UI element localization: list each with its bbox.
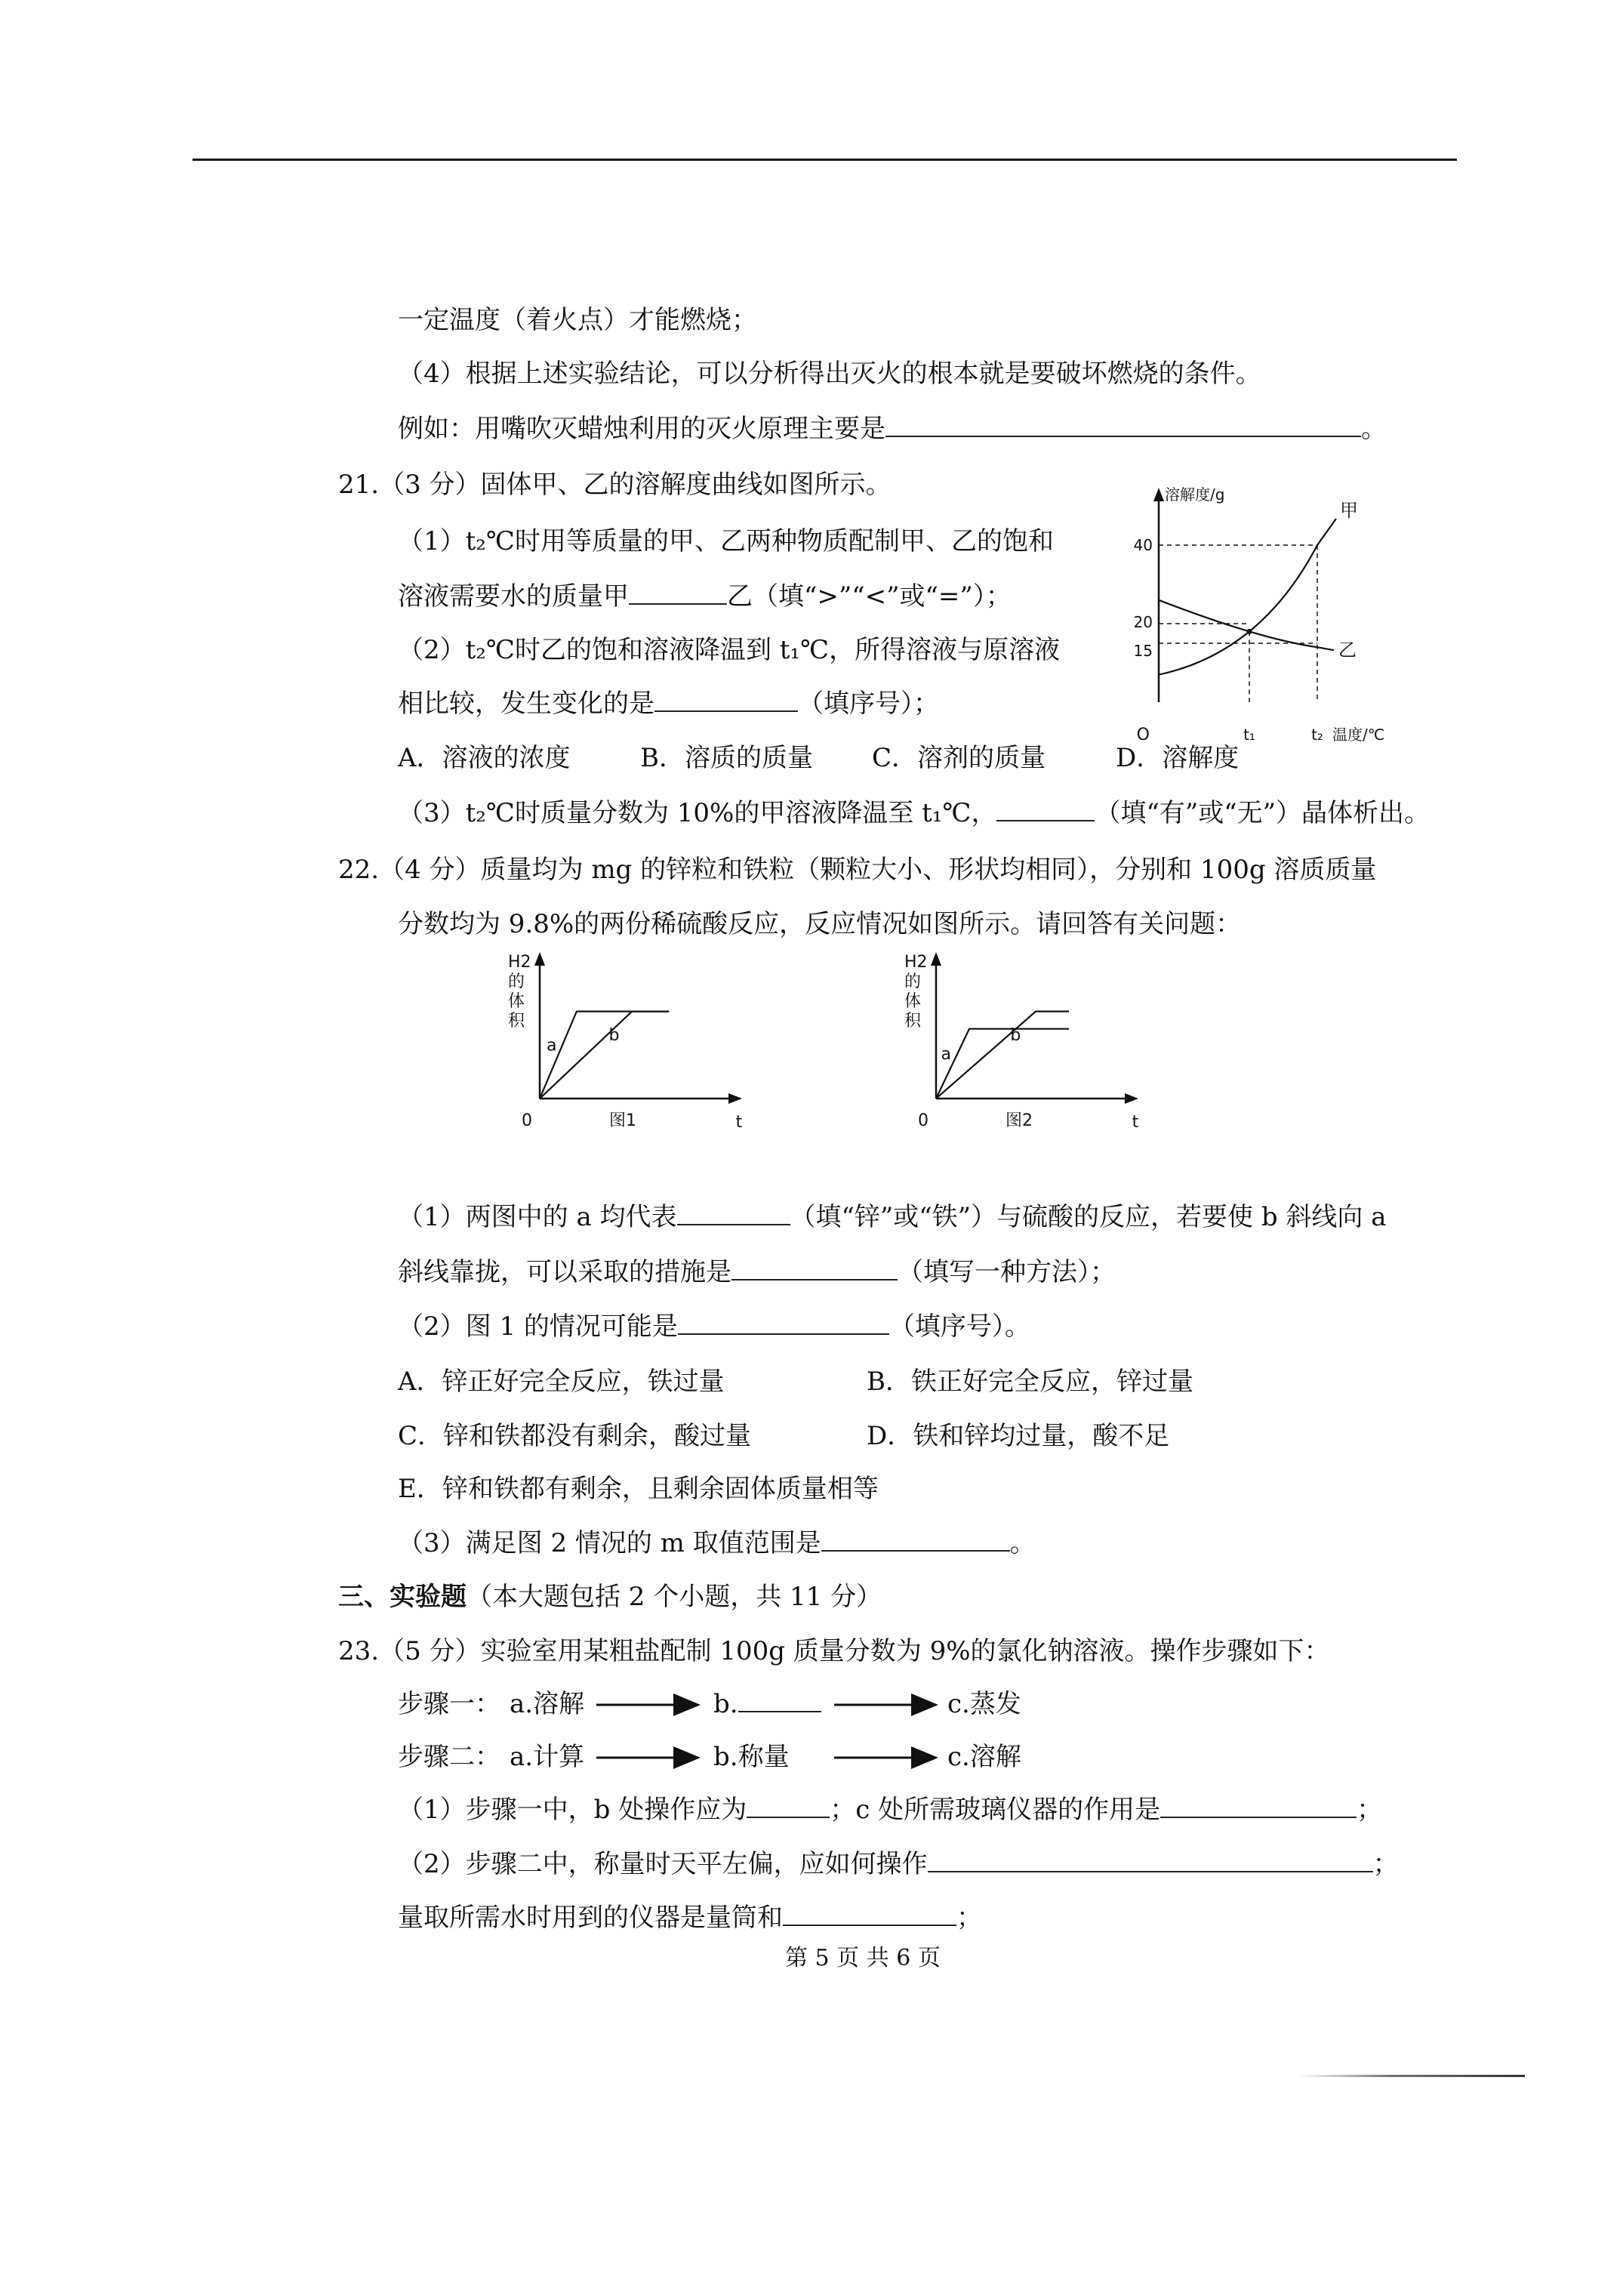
answer-blank[interactable] bbox=[1160, 1794, 1357, 1818]
q23-step1-label: 步骤一： bbox=[398, 1689, 500, 1719]
q23-title: 23.（5 分）实验室用某粗盐配制 100g 质量分数为 9%的氯化钠溶液。操作步骤如下： bbox=[338, 1636, 1330, 1666]
q22-option-d: D．铁和锌均过量，酸不足 bbox=[867, 1421, 1170, 1451]
x-axis-label: t bbox=[735, 1113, 743, 1132]
answer-blank[interactable] bbox=[747, 1794, 830, 1818]
y-axis-label: 溶解度/g bbox=[1165, 485, 1225, 504]
q21-title: 21.（3 分）固体甲、乙的溶解度曲线如图所示。 bbox=[338, 470, 892, 500]
y-axis-label: 体 bbox=[508, 992, 525, 1011]
y-axis-label: 的 bbox=[904, 972, 922, 991]
figure-caption: 图2 bbox=[1006, 1111, 1033, 1130]
q23-part1: （1）步骤一中，b 处操作应为 ；c 处所需玻璃仪器的作用是 ； bbox=[398, 1795, 1383, 1825]
origin-label: 0 bbox=[918, 1111, 929, 1130]
y-axis-label: 体 bbox=[904, 992, 922, 1011]
q21-part1-line1: （1）t₂℃时用等质量的甲、乙两种物质配制甲、乙的饱和 bbox=[398, 526, 1054, 556]
q20-part4-example: 例如：用嘴吹灭蜡烛利用的灭火原理主要是 。 bbox=[398, 414, 1387, 444]
q22-title-line1: 22.（4 分）质量均为 mg 的锌粒和铁粒（颗粒大小、形状均相同），分别和 100g 溶质质量 bbox=[338, 855, 1377, 885]
series-label-b: b bbox=[1010, 1026, 1021, 1046]
y-tick-label-15: 15 bbox=[1133, 642, 1153, 660]
series-label-a: a bbox=[941, 1044, 951, 1064]
page-footer: 第 5 页 共 6 页 bbox=[785, 1945, 941, 1971]
origin-label: 0 bbox=[522, 1111, 532, 1130]
q21-option-d: D．溶解度 bbox=[1116, 743, 1240, 773]
answer-blank[interactable] bbox=[928, 1848, 1373, 1872]
q21-option-c: C．溶剂的质量 bbox=[872, 743, 1046, 773]
q22-option-a: A．锌正好完全反应，铁过量 bbox=[398, 1367, 725, 1397]
q23-step2-c: c.溶解 bbox=[947, 1742, 1021, 1772]
q22-option-b: B．铁正好完全反应，锌过量 bbox=[867, 1367, 1193, 1397]
scan-artifact bbox=[1298, 2075, 1525, 2077]
q21-part2-line2: 相比较，发生变化的是 （填序号）； bbox=[398, 689, 939, 719]
q22-part2: （2）图 1 的情况可能是 （填序号）。 bbox=[398, 1311, 1030, 1342]
x-tick-label: t₁ bbox=[1243, 726, 1255, 744]
q22-option-c: C．锌和铁都没有剩余，酸过量 bbox=[398, 1421, 752, 1451]
q23-step2-b: b.称量 bbox=[713, 1742, 790, 1772]
q22-option-e: E．锌和铁都有剩余，且剩余固体质量相等 bbox=[398, 1474, 879, 1504]
q21-part2-line1: （2）t₂℃时乙的饱和溶液降温到 t₁℃，所得溶液与原溶液 bbox=[398, 635, 1061, 665]
x-axis-label: t bbox=[1132, 1113, 1139, 1132]
series-label-a: a bbox=[546, 1036, 557, 1056]
x-tick-label: t₂ bbox=[1311, 726, 1323, 744]
figure-caption: 图1 bbox=[609, 1111, 636, 1130]
q23-step2-a: a.计算 bbox=[510, 1742, 585, 1772]
q22-part1-line2: 斜线靠拢，可以采取的措施是 （填写一种方法）； bbox=[398, 1257, 1116, 1287]
q23-part2: （2）步骤二中，称量时天平左偏，应如何操作 ； bbox=[398, 1849, 1399, 1879]
q20-continuation: 一定温度（着火点）才能燃烧； bbox=[398, 305, 757, 335]
q21-option-a: A．溶液的浓度 bbox=[398, 743, 571, 773]
q21-part3: （3）t₂℃时质量分数为 10%的甲溶液降温至 t₁℃， （填“有”或“无”）晶体析出。 bbox=[398, 798, 1431, 828]
q22-part3: （3）满足图 2 情况的 m 取值范围是 。 bbox=[398, 1528, 1036, 1558]
q23-part3: 量取所需水时用到的仪器是量筒和 ； bbox=[398, 1903, 982, 1933]
q23-step1-b: b. bbox=[713, 1687, 821, 1721]
answer-blank[interactable] bbox=[783, 1902, 956, 1926]
y-axis-label: 的 bbox=[508, 972, 525, 991]
series-label-jia: 甲 bbox=[1340, 500, 1358, 521]
q21-option-b: B．溶质的质量 bbox=[640, 743, 813, 773]
y-tick-label-20: 20 bbox=[1133, 613, 1153, 631]
q22-part1-line1: （1）两图中的 a 均代表 （填“锌”或“铁”）与硫酸的反应，若要使 b 斜线向 a bbox=[398, 1202, 1387, 1232]
y-axis-label: H2 bbox=[904, 953, 928, 972]
q20-part4: （4）根据上述实验结论，可以分析得出灭火的根本就是要破坏燃烧的条件。 bbox=[398, 359, 1261, 389]
series-label-b: b bbox=[608, 1026, 620, 1046]
series-label-yi: 乙 bbox=[1338, 639, 1357, 661]
y-axis-label: H2 bbox=[508, 953, 531, 972]
q22-title-line2: 分数均为 9.8%的两份稀硫酸反应，反应情况如图所示。请回答有关问题： bbox=[398, 909, 1242, 939]
q23-step1-c: c.蒸发 bbox=[947, 1689, 1021, 1719]
q23-step2-label: 步骤二： bbox=[398, 1742, 500, 1772]
x-axis-label: 温度/℃ bbox=[1332, 726, 1385, 744]
y-tick-label-40: 40 bbox=[1133, 536, 1153, 554]
y-axis-label: 积 bbox=[904, 1012, 922, 1031]
q23-step1-a: a.溶解 bbox=[510, 1689, 585, 1719]
y-axis-label: 积 bbox=[508, 1012, 525, 1031]
section-heading: 三、实验题（本大题包括 2 个小题，共 11 分） bbox=[338, 1582, 882, 1612]
origin-label: O bbox=[1136, 726, 1150, 744]
q21-part1-line2: 溶液需要水的质量甲 乙（填“>”“<”或“=”）； bbox=[398, 581, 1012, 612]
